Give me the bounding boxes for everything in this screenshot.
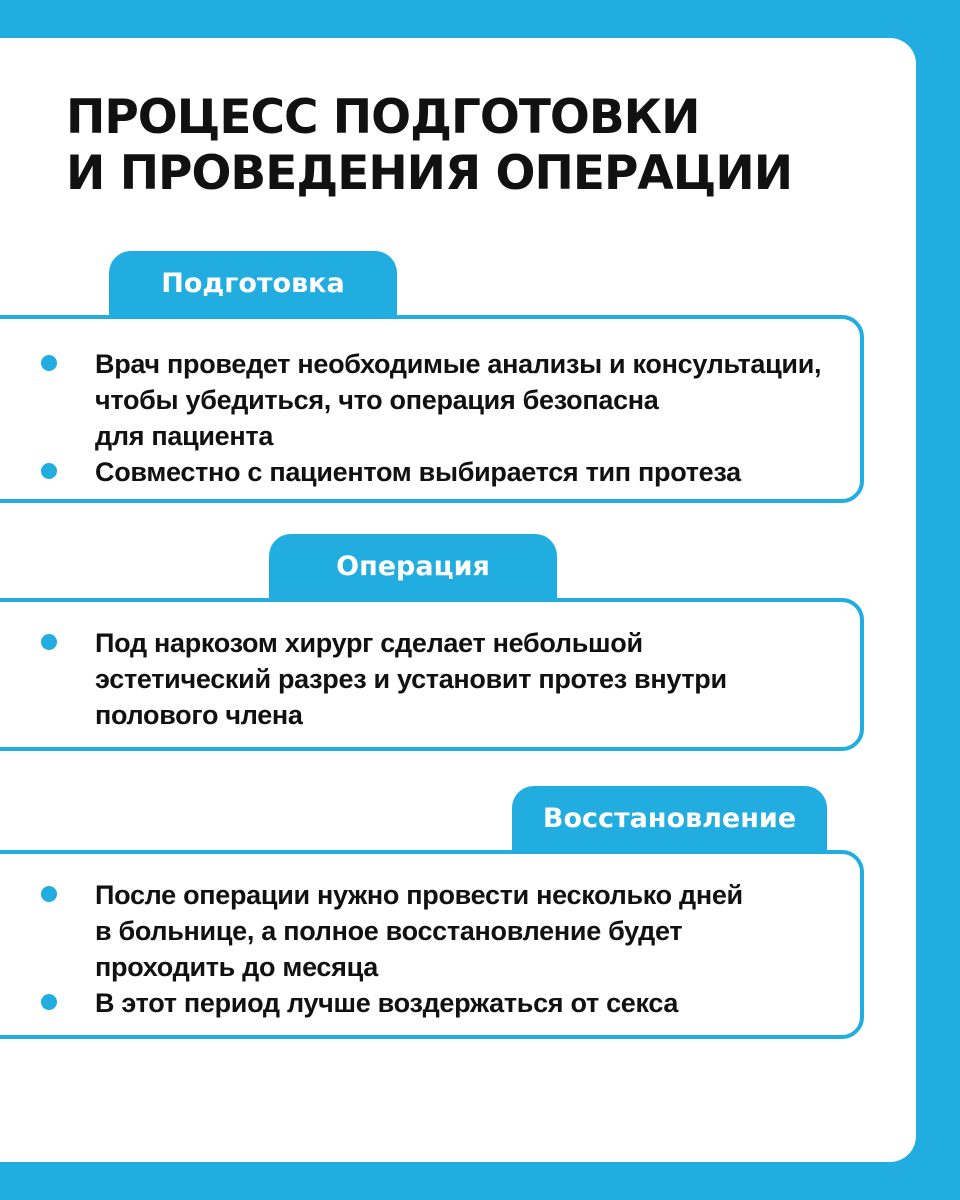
item-text-line: Врач проведет необходимые анализы и консультации, [95,349,822,379]
section-tab-recovery: Восстановление [512,786,827,852]
item-text-line: полового члена [95,700,303,730]
item-text-line: в больнице, а полное восстановление будет [95,916,683,946]
preparation-list [0,346,821,490]
item-text-line: После операции нужно провести несколько дней [95,880,743,910]
bullet-dot-icon [41,463,57,479]
section-box-recovery [0,850,864,1039]
title-line-2: И ПРОВЕДЕНИЯ ОПЕРАЦИИ [66,146,793,201]
title-line-1: ПРОЦЕСС ПОДГОТОВКИ [66,90,700,145]
bullet-dot-icon [41,994,57,1010]
item-text-line: для пациента [95,421,274,451]
recovery-list [0,877,743,1021]
item-text-line: чтобы убедиться, что операция безопасна [95,385,659,415]
list-item [0,625,727,733]
section-tab-operation: Операция [269,534,557,600]
list-item [0,346,821,454]
section-box-preparation [0,315,864,503]
item-text-line: Под наркозом хирург сделает небольшой [95,628,643,658]
bullet-dot-icon [41,355,57,371]
section-box-operation [0,598,864,751]
bullet-dot-icon [41,634,57,650]
section-tab-preparation: Подготовка [109,251,397,317]
page-title [66,90,792,202]
item-text-line: эстетический разрез и установит протез внутри [95,664,727,694]
list-item [0,985,743,1021]
bullet-dot-icon [41,886,57,902]
item-text-line: Совместно с пациентом выбирается тип протеза [95,457,741,487]
list-item [0,877,743,985]
item-text-line: проходить до месяца [95,952,378,982]
item-text-line: В этот период лучше воздержаться от секса [95,988,679,1018]
operation-list [0,625,727,733]
list-item [0,454,821,490]
